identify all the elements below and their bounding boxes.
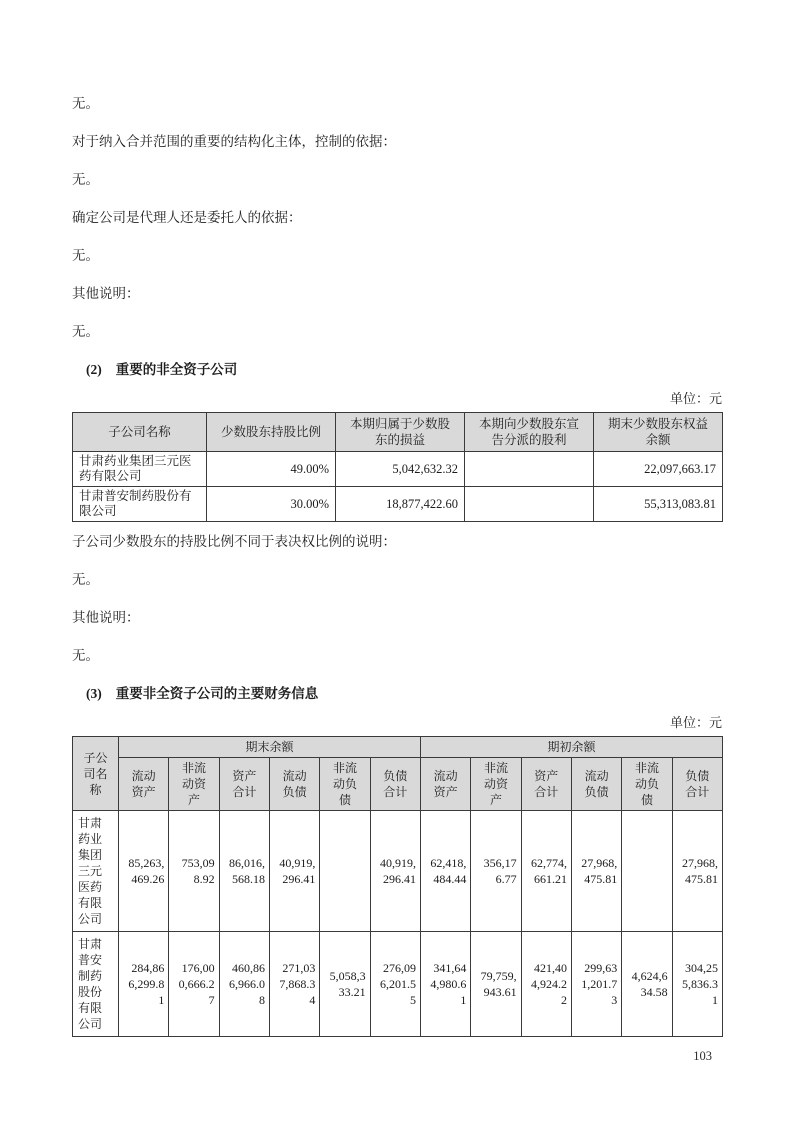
cell-ending-total-liabilities: 40,919,296.41 (370, 811, 420, 932)
section2-title: 重要的非全资子公司 (115, 362, 238, 377)
non-wholly-owned-subsidiaries-table (72, 412, 723, 522)
group-header-beginning-balance: 期初余额 (420, 737, 722, 758)
section3-number: (3) (86, 686, 102, 701)
col-header-declared-dividends: 本期向少数股东宣告分派的股利 (465, 413, 594, 452)
table-row (73, 811, 723, 932)
paragraph-none: 无。 (72, 172, 99, 187)
col-header-subsidiary-name: 子公司名称 (73, 413, 207, 452)
cell-subsidiary-name: 甘肃普安制药股份有限公司 (73, 932, 119, 1037)
col-header-total-liabilities: 负债合计 (672, 758, 722, 811)
cell-subsidiary-name: 甘肃药业集团三元医药有限公司 (73, 811, 119, 932)
paragraph-none: 无。 (72, 96, 99, 111)
col-header-current-assets: 流动资产 (119, 758, 169, 811)
cell-beginning-noncurrent-liabilities (622, 811, 672, 932)
col-header-subsidiary-name: 子公司名称 (73, 737, 119, 811)
col-header-noncurrent-liabilities: 非流动负债 (622, 758, 672, 811)
section3-title: 重要非全资子公司的主要财务信息 (115, 686, 319, 701)
cell-ending-minority-equity: 22,097,663.17 (594, 452, 723, 487)
group-header-ending-balance: 期末余额 (119, 737, 421, 758)
col-header-total-liabilities: 负债合计 (370, 758, 420, 811)
section2-number: (2) (86, 362, 102, 377)
cell-beginning-noncurrent-assets: 79,759,943.61 (471, 932, 521, 1037)
cell-ending-noncurrent-liabilities (320, 811, 370, 932)
col-header-total-assets: 资产合计 (219, 758, 269, 811)
cell-ending-minority-equity: 55,313,083.81 (594, 487, 723, 522)
cell-beginning-current-liabilities: 299,631,201.73 (571, 932, 621, 1037)
cell-subsidiary-name: 甘肃药业集团三元医药有限公司 (73, 452, 207, 487)
col-header-noncurrent-assets: 非流动资产 (471, 758, 521, 811)
cell-beginning-total-assets: 62,774,661.21 (521, 811, 571, 932)
cell-beginning-total-liabilities: 27,968,475.81 (672, 811, 722, 932)
paragraph-other-notes-label: 其他说明： (72, 610, 140, 625)
cell-ending-current-assets: 85,263,469.26 (119, 811, 169, 932)
col-header-noncurrent-assets: 非流动资产 (169, 758, 219, 811)
paragraph-none: 无。 (72, 648, 99, 663)
paragraph-agent-principal-basis: 确定公司是代理人还是委托人的依据： (72, 210, 302, 225)
cell-beginning-current-assets: 341,644,980.61 (420, 932, 470, 1037)
unit-label: 单位：元 (669, 391, 722, 406)
section3-heading (86, 686, 722, 701)
col-header-current-liabilities: 流动负债 (269, 758, 319, 811)
col-header-ending-minority-equity: 期末少数股东权益余额 (594, 413, 723, 452)
cell-declared-dividends (465, 487, 594, 522)
cell-minority-profit: 5,042,632.32 (336, 452, 465, 487)
cell-minority-profit: 18,877,422.60 (336, 487, 465, 522)
cell-subsidiary-name: 甘肃普安制药股份有限公司 (73, 487, 207, 522)
cell-ending-total-assets: 460,866,966.08 (219, 932, 269, 1037)
col-header-minority-profit: 本期归属于少数股东的损益 (336, 413, 465, 452)
table-group-header-row (73, 737, 723, 758)
table-header-row (73, 413, 723, 452)
paragraph-voting-ratio-note: 子公司少数股东的持股比例不同于表决权比例的说明： (72, 534, 396, 549)
cell-ending-current-liabilities: 271,037,868.34 (269, 932, 319, 1037)
cell-minority-ratio: 30.00% (207, 487, 336, 522)
table-subheader-row (73, 758, 723, 811)
cell-ending-total-assets: 86,016,568.18 (219, 811, 269, 932)
cell-ending-current-liabilities: 40,919,296.41 (269, 811, 319, 932)
unit-label: 单位：元 (669, 715, 722, 730)
cell-ending-noncurrent-assets: 753,098.92 (169, 811, 219, 932)
page-number: 103 (693, 1049, 712, 1063)
col-header-total-assets: 资产合计 (521, 758, 571, 811)
cell-beginning-total-assets: 421,404,924.22 (521, 932, 571, 1037)
table-row (73, 487, 723, 522)
col-header-noncurrent-liabilities: 非流动负债 (320, 758, 370, 811)
cell-ending-current-assets: 284,866,299.81 (119, 932, 169, 1037)
paragraph-none: 无。 (72, 324, 99, 339)
cell-ending-noncurrent-liabilities: 5,058,333.21 (320, 932, 370, 1037)
table-row (73, 452, 723, 487)
cell-declared-dividends (465, 452, 594, 487)
cell-ending-total-liabilities: 276,096,201.55 (370, 932, 420, 1037)
cell-beginning-noncurrent-liabilities: 4,624,634.58 (622, 932, 672, 1037)
cell-beginning-noncurrent-assets: 356,176.77 (471, 811, 521, 932)
cell-beginning-current-assets: 62,418,484.44 (420, 811, 470, 932)
paragraph-other-notes-label: 其他说明： (72, 286, 140, 301)
section2-heading (86, 362, 722, 377)
paragraph-none: 无。 (72, 248, 99, 263)
col-header-current-liabilities: 流动负债 (571, 758, 621, 811)
table-row (73, 932, 723, 1037)
paragraph-structured-entity-basis: 对于纳入合并范围的重要的结构化主体，控制的依据： (72, 134, 396, 149)
subsidiaries-key-financials-table (72, 736, 723, 1037)
cell-beginning-total-liabilities: 304,255,836.31 (672, 932, 722, 1037)
cell-minority-ratio: 49.00% (207, 452, 336, 487)
col-header-current-assets: 流动资产 (420, 758, 470, 811)
cell-ending-noncurrent-assets: 176,000,666.27 (169, 932, 219, 1037)
paragraph-none: 无。 (72, 572, 99, 587)
col-header-minority-ratio: 少数股东持股比例 (207, 413, 336, 452)
cell-beginning-current-liabilities: 27,968,475.81 (571, 811, 621, 932)
